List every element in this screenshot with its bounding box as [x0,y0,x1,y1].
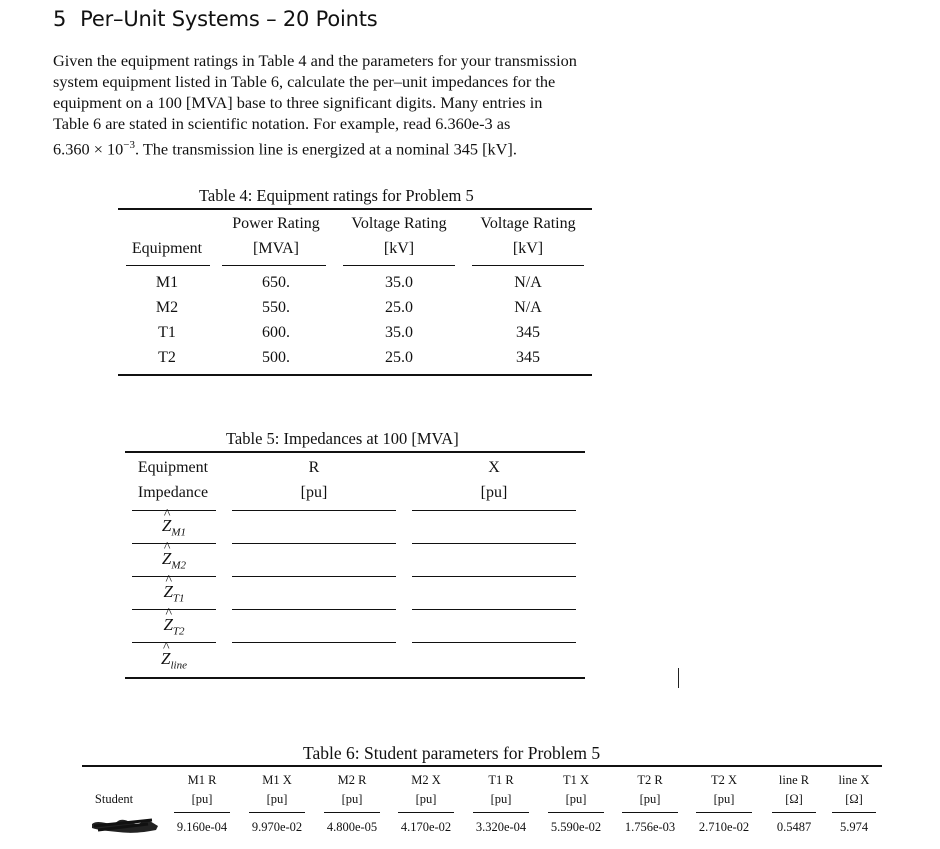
table4-cell: N/A [514,274,542,291]
table6-value-t1-x: 5.590e-02 [550,820,602,834]
answer-blank-r[interactable] [232,609,396,610]
table6-value-t1-r: 3.320e-04 [475,820,527,834]
table6-header: T2 R [637,773,663,787]
table4-cell: 500. [262,349,290,366]
sci-exponent: −3 [123,138,135,151]
table5-top-rule [125,451,585,453]
impedance-z-m2: ^ $Z_{M2}$ [132,549,216,571]
table4-cell: 25.0 [385,299,413,316]
answer-blank-x[interactable] [412,609,576,610]
table5-underline [132,510,216,511]
table5-underline [232,510,396,511]
table6-header: T2 X [710,773,738,787]
table4-header-power: Power Rating [232,215,320,232]
table5-caption: Table 5: Impedances at 100 [MVA] [226,429,459,448]
table6-underline [398,812,454,813]
table6-header-unit: [pu] [713,792,735,806]
table6-underline [174,812,230,813]
table5-row-rule [132,609,216,610]
section-number: 5 [53,7,67,31]
table6-header-unit: [pu] [341,792,363,806]
table6-header: M1 X [262,773,292,787]
table4-header-voltage: Voltage Rating [351,215,447,232]
impedance-z-t1: ^ $Z_{T1}$ [132,582,216,604]
impedance-z-t2: ^ $Z_{T2}$ [132,615,216,637]
intro-line-suffix: . The transmission line is energized at a nominal 345 [kV]. [134,139,517,159]
table4-cell: 35.0 [385,324,413,341]
table6-header-unit: [pu] [565,792,587,806]
intro-paragraph [53,51,673,160]
table5-row-rule [132,576,216,577]
table4-cell: M1 [155,274,179,291]
table5-header-x: X [488,459,500,476]
intro-line: system equipment listed in Table 6, calculate the per–unit impedances for the [53,71,556,91]
table4-header-equipment: Equipment [131,240,203,257]
table6-header: T1 X [562,773,590,787]
table6-value-t2-r: 1.756e-03 [624,820,676,834]
table4-cell: N/A [514,299,542,316]
table6-value-m2-r: 4.800e-05 [326,820,378,834]
table4-caption: Table 4: Equipment ratings for Problem 5 [199,186,474,205]
table4-cell: M2 [155,299,179,316]
table6-underline [772,812,816,813]
table4-underline [343,265,455,266]
answer-blank-x[interactable] [412,576,576,577]
table4-underline [472,265,584,266]
table5-row-rule [132,642,216,643]
table4-header-mva: [MVA] [253,240,299,257]
table5-header-equipment: Equipment [137,459,209,476]
table5-header-r-unit: [pu] [300,484,328,501]
table6-underline [832,812,876,813]
table6-value-line-r: 0.5487 [776,820,812,834]
table4-cell: T1 [158,324,176,341]
table6-value-m1-x: 9.970e-02 [251,820,303,834]
intro-line: Table 6 are stated in scientific notation. For example, read 6.360e-3 as [53,113,511,133]
intro-line [53,135,673,160]
section-heading [53,7,378,31]
table6-header: M2 R [337,773,367,787]
table6-underline [324,812,380,813]
table6-header: T1 R [488,773,514,787]
table4-cell: 345 [516,349,540,366]
table4-cell: 600. [262,324,290,341]
table6-header: M1 R [187,773,217,787]
impedance-z-line: ^ $Z_{line}$ [132,649,216,671]
text-cursor [678,668,679,688]
table4-bottom-rule [118,374,592,376]
table4-cell: 550. [262,299,290,316]
table6-value-m2-x: 4.170e-02 [400,820,452,834]
table4-cell: 650. [262,274,290,291]
table6-header: line X [838,773,870,787]
table4-cell: 25.0 [385,349,413,366]
table4-header-kv2: [kV] [512,240,544,257]
table6-underline [473,812,529,813]
table6-caption: Table 6: Student parameters for Problem 5 [303,743,601,763]
table6-top-rule [82,765,882,767]
table4-cell: 35.0 [385,274,413,291]
answer-blank-r[interactable] [232,543,396,544]
answer-blank-x[interactable] [412,543,576,544]
table4-header-kv: [kV] [383,240,415,257]
answer-blank-x[interactable] [412,642,576,643]
table5-bottom-rule [125,677,585,679]
table5-header-impedance: Impedance [137,484,209,501]
intro-line: equipment on a 100 [MVA] base to three significant digits. Many entries in [53,92,543,112]
table5-header-r: R [308,459,320,476]
table6-header-unit: [pu] [490,792,512,806]
table6-underline [249,812,305,813]
table4-underline [222,265,326,266]
table6-header-unit: [pu] [639,792,661,806]
table6-header-unit: [pu] [415,792,437,806]
table6-header-unit: [pu] [266,792,288,806]
table6-header-unit: [pu] [191,792,213,806]
table5-underline [412,510,576,511]
table6-underline [548,812,604,813]
table6-value-t2-x: 2.710e-02 [698,820,750,834]
answer-blank-r[interactable] [232,576,396,577]
table6-underline [622,812,678,813]
table6-underline [696,812,752,813]
table4-underline [126,265,210,266]
table5-header-x-unit: [pu] [480,484,508,501]
impedance-z-m1: ^ $Z_{M1}$ [132,516,216,538]
table6-header-unit: [Ω] [785,792,803,806]
intro-line: Given the equipment ratings in Table 4 and the parameters for your transmission [53,51,577,70]
redacted-student-id-scribble [88,812,162,836]
table4-top-rule [118,208,592,210]
table4-header-voltage2: Voltage Rating [480,215,576,232]
table6-header-student: Student [94,792,134,806]
answer-blank-r[interactable] [232,642,396,643]
section-title: Per–Unit Systems – 20 Points [80,7,378,31]
sci-notation-example: 6.360 × 10 [53,139,124,159]
table6-value-m1-r: 9.160e-04 [176,820,228,834]
table6-header: line R [778,773,810,787]
table5-row-rule [132,543,216,544]
table4-cell: 345 [516,324,540,341]
table6-value-line-x: 5.974 [839,820,869,834]
table6-header-unit: [Ω] [845,792,863,806]
table6-header: M2 X [411,773,441,787]
table4-cell: T2 [158,349,176,366]
